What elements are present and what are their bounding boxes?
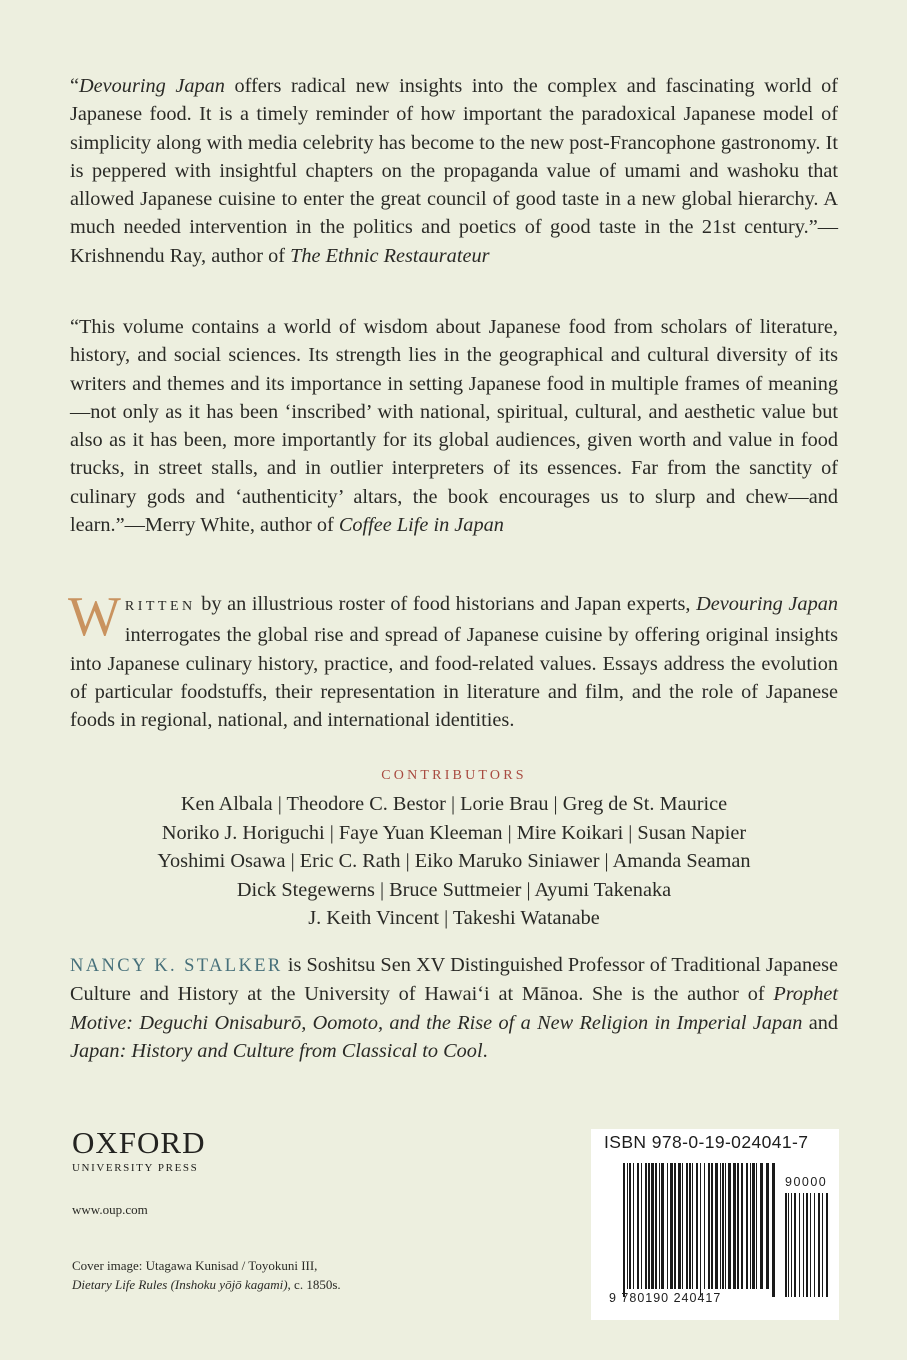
blurb-krishnendu-ray: “Devouring Japan offers radical new insights into the complex and fascinating world of Japanese food. It is a timely reminder of how important the paradoxical Japanese model of simplicity along with media celebrity has become to the new post-Francophone gastronomy. It is peppered with insightful chapters on the propaganda value of umami and washoku that allowed Japanese cuisine to enter the great council of good taste in a new global hierarchy. A much needed intervention in the politics and poetics of good taste in the 21st century.”—Krishnendu Ray, author of The Ethnic Restaurateur [70,75,838,267]
attribution-book-title: The Ethnic Restaurateur [290,244,490,267]
contributors-line: Noriko J. Horiguchi | Faye Yuan Kleeman | Mire Koikari | Susan Napier [161,821,747,844]
isbn-barcode-box [591,1129,839,1320]
publisher-logo [72,1125,206,1174]
blurb-merry-white [70,313,838,539]
author-bio [70,951,838,1065]
credit-date: , c. 1850s. [287,1277,341,1292]
bio-text: . [482,1039,488,1062]
cover-image-credit [72,1256,341,1294]
drop-cap: W [68,586,121,648]
attribution-book-title: Coffee Life in Japan [338,514,504,537]
publisher-name: OXFORD [72,1125,206,1160]
bio-book-title: Japan: History and Culture from Classical to Cool [70,1039,483,1062]
ean-digits: 9 780190 240417 [609,1291,722,1305]
blurb-attribution: author of [211,244,291,267]
bio-text: and [802,1011,838,1034]
isbn-number: ISBN 978-0-19-024041-7 [604,1132,809,1152]
contributors-line: J. Keith Vincent | Takeshi Watanabe [308,907,600,930]
book-description [68,586,838,734]
bio-text: is Soshitsu Sen XV Distinguished Professor of Traditional Japanese Culture and History at the University of Hawai‘i at Mānoa. She is the author of [70,954,838,1006]
small-caps-lead: RITTEN [124,599,196,614]
blurb-text: world of Japanese food. It is a timely reminder of how important the paradoxical Japanese model of simplicity along with media celebrity has become to the new post-Francophone gastronomy. It is peppered with insightful chapters on the propaganda value of umami and washoku that allowed Japanese cuisine to enter the great council of good taste in a new global hierarchy. A much needed intervention in the politics and poetics of good taste in the 21st century.”—Krishnendu Ray, [70,75,838,267]
contributors-section [70,766,838,933]
author-name: NANCY K. STALKER [70,956,283,976]
credit-line: Cover image: Utagawa Kunisad / Toyokuni III, [72,1258,318,1273]
blurb-text: offers radical new insights into the complex and fascinating [224,75,755,97]
publisher-url: www.oup.com [72,1202,148,1217]
book-title-italic: Devouring Japan [696,593,838,615]
blurb-text: “This volume contains a world of wisdom about Japanese food from scholars of literature, history, and social sciences. Its strength lies in the geographical and cultural diversity of its writers and themes and its importance in setting Japanese food in multiple frames of meaning —not only as it has been ‘inscribed’ with national, spiritual, cultural, and aesthetic value but also as it has been, more importantly for its global audiences, given worth and value in food trucks, in street stalls, and in outlier interpreters of its essences. Far from the sanctity of culinary gods and ‘authenticity’ altars, the book encourages us to slurp and chew—and learn.”—Merry White, author of [70,316,838,537]
book-title-italic: Devouring Japan [79,75,225,97]
credit-line [72,1275,341,1294]
contributors-line: Yoshimi Osawa | Eric C. Rath | Eiko Maruko Siniawer | Amanda Seaman [157,850,751,873]
bio-book-title: Prophet Motive: Deguchi Onisaburō, Oomoto, and the Rise of a New Religion in Imperial Japan [70,983,838,1034]
contributors-heading: CONTRIBUTORS [381,768,527,783]
publisher-subtitle: UNIVERSITY PRESS [72,1162,199,1174]
contributors-line: Ken Albala | Theodore C. Bestor | Lorie Brau | Greg de St. Maurice [180,793,728,815]
credit-artwork-title: Dietary Life Rules (Inshoku yōjō kagami) [72,1277,288,1292]
price-code: 90000 [785,1175,828,1189]
contributors-line: Dick Stegewerns | Bruce Suttmeier | Ayumi Takenaka [236,878,672,901]
description-text: by an illustrious roster of food historians and Japan experts, [195,593,691,615]
description-text: interrogates the global rise and spread of Japanese cuisine by offering original insights into Japanese culinary history, practice, and food-related values. Essays address the evolution of particular foodstuffs, their representation in literature and film, and the role of Japanese foods in regional, national, and international identities. [70,624,838,732]
